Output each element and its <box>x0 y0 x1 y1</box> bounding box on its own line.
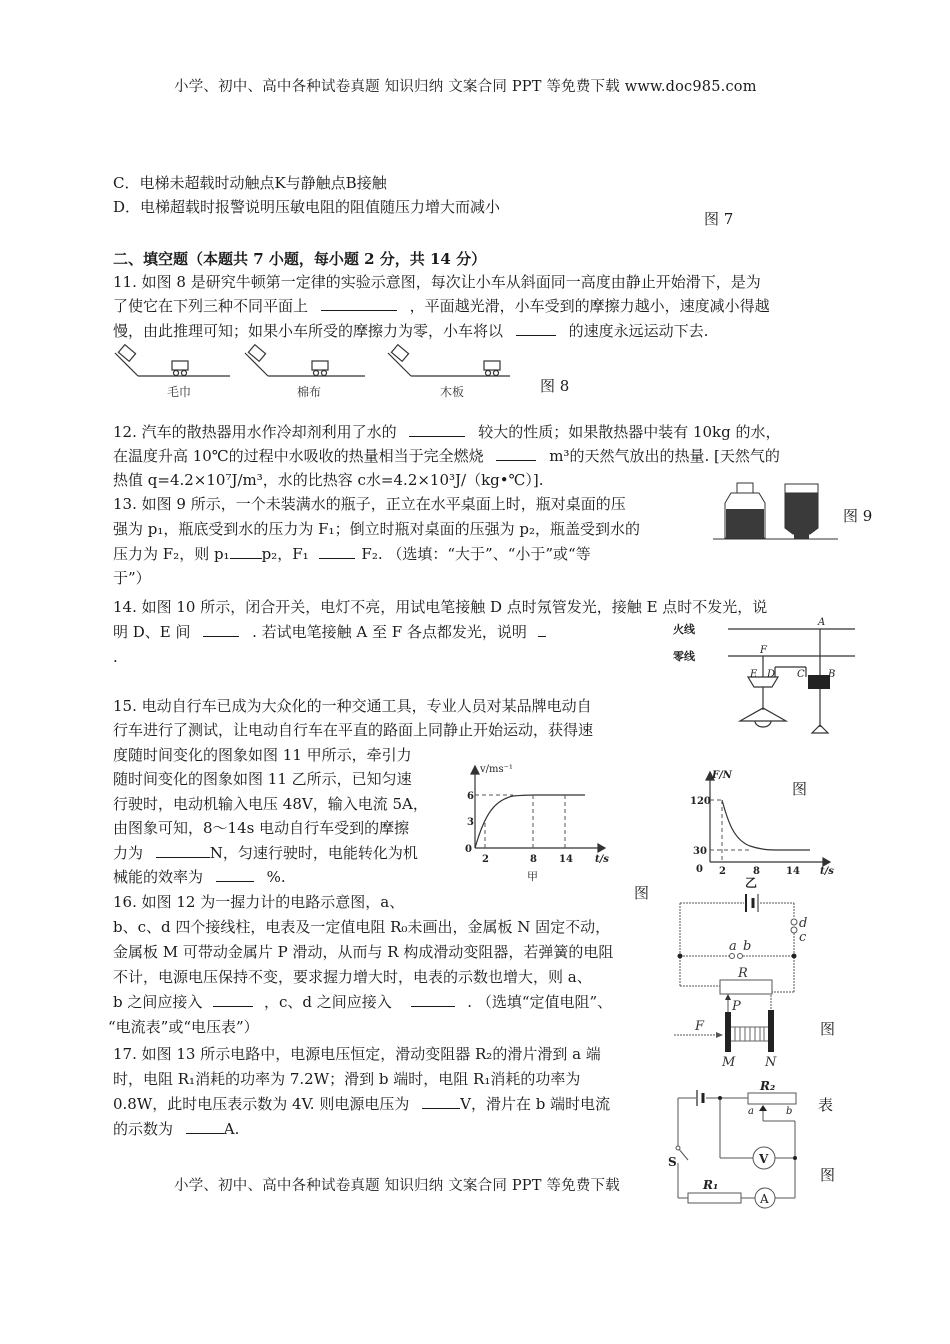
q12-line3: 热值 q=4.2×10⁷J/m³，水的比热容 c水=4.2×10³J/（kg•℃）]. <box>113 471 544 489</box>
q14-blank-2[interactable] <box>538 622 546 637</box>
slider-p-label: P <box>732 999 741 1014</box>
q15-line4: 随时间变化的图象如图 11 乙所示，已知匀速 <box>113 770 412 788</box>
q17-line1: 17. 如图 13 所示电路中，电源电压恒定，滑动变阻器 R₂的滑片滑到 a 端 <box>113 1045 601 1063</box>
live-wire-label: 火线 <box>673 623 695 636</box>
q15-line2: 行车进行了测试，让电动自行车在平直的路面上同静止开始运动，获得速 <box>113 721 594 739</box>
svg-text:120: 120 <box>690 796 711 807</box>
option-c: C．电梯未超载时动触点K与静触点B接触 <box>113 174 387 192</box>
q16-line3: 金属板 M 可带动金属片 P 滑动，从而与 R 构成滑动变阻器，若弹簧的电阻 <box>113 943 614 961</box>
resistor-r-label: R <box>738 966 748 981</box>
q17-text: V，滑片在 b 端时电流 <box>460 1095 611 1113</box>
svg-text:t/s: t/s <box>595 854 609 865</box>
chart-force-time <box>690 762 840 890</box>
q12-blank-2[interactable] <box>496 446 536 461</box>
q15-blank-1[interactable] <box>156 843 210 858</box>
q17-line3 <box>113 1093 610 1115</box>
figure-8-incline-diagrams <box>110 343 510 403</box>
terminal-a: a <box>729 939 737 954</box>
q16-blank-1[interactable] <box>213 992 253 1007</box>
q17-line4 <box>113 1118 239 1140</box>
q15-text: %. <box>266 868 286 886</box>
q14-text: . 若试电笔接触 A 至 F 各点都发光，说明 <box>252 623 527 641</box>
q13-text: p₂，F₁ <box>261 545 309 563</box>
q12-line2 <box>113 445 780 467</box>
svg-text:8: 8 <box>753 866 760 877</box>
option-d: D．电梯超载时报警说明压敏电阻的阻值随压力增大而减小 <box>113 198 501 216</box>
point-f: F <box>760 645 767 656</box>
q16-line4: 不计，电源电压保持不变，要求握力增大时，电表的示数也增大，则 a、 <box>113 968 592 986</box>
svg-text:14: 14 <box>559 854 573 865</box>
q11-line2 <box>113 295 770 317</box>
point-e: E <box>750 669 758 680</box>
q17-text: 的示数为 <box>113 1120 174 1138</box>
q15-line3: 度随时间变化的图象如图 11 甲所示，牵引力 <box>113 746 412 764</box>
svg-text:3: 3 <box>467 817 474 828</box>
plate-n-label: N <box>765 1055 777 1070</box>
terminal-b: b <box>743 939 752 954</box>
r1-label: R₁ <box>703 1178 719 1192</box>
voltmeter-label: V <box>759 1152 769 1166</box>
q15-line5: 行驶时，电动机输入电压 48V，输入电流 5A， <box>113 795 428 813</box>
q13-line3 <box>113 543 591 565</box>
q17-text: A. <box>223 1120 240 1138</box>
q14-blank-1[interactable] <box>203 622 239 637</box>
q15-line8 <box>113 866 286 888</box>
end-b-label: b <box>786 1106 793 1117</box>
svg-text:2: 2 <box>719 866 726 877</box>
q17-blank-2[interactable] <box>186 1119 224 1134</box>
q17-line2: 时，电阻 R₁消耗的功率为 7.2W；滑到 b 端时，电阻 R₁消耗的功率为 <box>113 1070 581 1088</box>
q12-text: 在温度升高 10℃的过程中水吸收的热量相当于完全燃烧 <box>113 447 484 465</box>
fig11-label-a: 图 <box>634 884 650 902</box>
q14-line1: 14. 如图 10 所示，闭合开关，电灯不亮，用试电笔接触 D 点时氖管发光，接触 E 点时不发光，说 <box>113 598 768 616</box>
surface-towel: 毛巾 <box>167 385 192 399</box>
terminal-c: c <box>799 930 807 945</box>
fig8-label: 图 8 <box>540 377 570 395</box>
q13-blank-1[interactable] <box>230 544 262 559</box>
point-a: A <box>818 617 826 628</box>
page-header: 小学、初中、高中各种试卷真题 知识归纳 文案合同 PPT 等免费下载 www.doc985.com <box>174 79 757 95</box>
q16-line5 <box>113 991 612 1013</box>
figure-12-circuit <box>660 890 820 1070</box>
q14-line2 <box>113 621 546 643</box>
fig7-label: 图 7 <box>704 210 734 228</box>
fig13-label-a: 表 <box>818 1096 834 1114</box>
figure-9-bottles <box>708 476 843 546</box>
svg-text:F/N: F/N <box>712 770 732 781</box>
svg-text:30: 30 <box>693 846 707 857</box>
q15-text: 力为 <box>113 844 144 862</box>
r2-label: R₂ <box>760 1079 776 1093</box>
q15-text: 械能的效率为 <box>113 868 204 886</box>
q16-line1: 16. 如图 12 为一握力计的电路示意图，a、 <box>113 893 405 911</box>
fig13-label-b: 图 <box>820 1166 836 1184</box>
q12-line1 <box>113 421 781 443</box>
force-f-label: F <box>695 1019 705 1034</box>
switch-s-label: S <box>668 1155 677 1169</box>
q15-line1: 15. 电动自行车已成为大众化的一种交通工具，专业人员对某品牌电动自 <box>113 697 592 715</box>
q17-text: 0.8W，此时电压表示数为 4V. 则电源电压为 <box>113 1095 410 1113</box>
neutral-wire-label: 零线 <box>673 650 695 663</box>
q11-text: ，平面越光滑，小车受到的摩擦力越小，速度减小得越 <box>409 297 770 315</box>
q16-text: . （选填“定值电阻”、 <box>467 993 613 1011</box>
chart-b-title: 乙 <box>745 876 758 890</box>
q13-blank-2[interactable] <box>319 544 355 559</box>
point-c: C <box>797 669 805 680</box>
q14-line3: . <box>113 648 118 666</box>
q11-line1: 11. 如图 8 是研究牛顿第一定律的实验示意图，每次让小车从斜面同一高度由静止开始滑下，是为 <box>113 273 761 291</box>
q15-blank-2[interactable] <box>216 867 254 882</box>
svg-text:2: 2 <box>482 854 489 865</box>
q15-text: N，匀速行驶时，电能转化为机 <box>209 844 418 862</box>
q17-blank-1[interactable] <box>422 1094 460 1109</box>
q16-line2: b、c、d 四个接线柱，电表及一定值电阻 R₀未画出，金属板 N 固定不动， <box>113 918 611 936</box>
q16-line6: “电流表”或“电压表”） <box>108 1018 259 1036</box>
q13-line2: 强为 p₁，瓶底受到水的压力为 F₁；倒立时瓶对桌面的压强为 p₂，瓶盖受到水的 <box>113 520 640 538</box>
fig9-label: 图 9 <box>843 507 873 525</box>
svg-text:14: 14 <box>786 866 800 877</box>
figure-10-circuit <box>670 615 870 740</box>
svg-text:0: 0 <box>465 844 472 855</box>
q12-text: 较大的性质；如果散热器中装有 10kg 的水， <box>478 423 781 441</box>
q16-text: ，c、d 之间应接入 <box>263 993 392 1011</box>
q13-line4: 于”） <box>113 569 151 587</box>
q12-text: m³的天然气放出的热量. [天然气的 <box>549 447 780 465</box>
terminal-d: d <box>799 916 808 931</box>
svg-text:v/ms⁻¹: v/ms⁻¹ <box>480 764 513 775</box>
fig11-label-b: 图 <box>792 780 808 798</box>
q11-text: 的速度永远运动下去. <box>568 322 709 340</box>
q13-text: 压力为 F₂，则 p₁ <box>113 545 230 563</box>
point-d: D <box>767 669 776 680</box>
page-footer: 小学、初中、高中各种试卷真题 知识归纳 文案合同 PPT 等免费下载 <box>174 1178 620 1194</box>
svg-text:6: 6 <box>467 791 474 802</box>
point-b: B <box>828 669 836 680</box>
surface-cotton: 棉布 <box>297 385 322 399</box>
q13-line1: 13. 如图 9 所示，一个未装满水的瓶子，正立在水平桌面上时，瓶对桌面的压 <box>113 495 626 513</box>
fig12-label-b: 图 <box>820 1020 836 1038</box>
q13-text: F₂. （选填：“大于”、“小于”或“等 <box>361 545 591 563</box>
q16-blank-2[interactable] <box>411 992 455 1007</box>
svg-text:0: 0 <box>696 864 703 875</box>
q11-blank-1[interactable] <box>321 296 397 311</box>
chart-a-title: 甲 <box>527 870 538 883</box>
plate-m-label: M <box>722 1055 736 1070</box>
q11-blank-2[interactable] <box>516 321 556 336</box>
chart-velocity-time <box>445 758 615 883</box>
ammeter-label: A <box>760 1192 769 1206</box>
svg-text:8: 8 <box>530 854 537 865</box>
q16-text: b 之间应接入 <box>113 993 203 1011</box>
q11-line3 <box>113 320 708 342</box>
q11-text: 了使它在下列三种不同平面上 <box>113 297 309 315</box>
q11-text: 慢，由此推理可知；如果小车所受的摩擦力为零，小车将以 <box>113 322 504 340</box>
figure-13-circuit <box>668 1078 813 1206</box>
q15-line6: 由图象可知，8～14s 电动自行车受到的摩擦 <box>113 819 410 837</box>
q12-blank-1[interactable] <box>409 422 465 437</box>
q12-text: 12. 汽车的散热器用水作冷却剂利用了水的 <box>113 423 397 441</box>
section-title: 二、填空题（本题共 7 小题，每小题 2 分，共 14 分） <box>113 250 487 268</box>
end-a-label: a <box>748 1106 754 1117</box>
surface-board: 木板 <box>440 385 465 399</box>
q15-line7 <box>113 842 418 864</box>
svg-text:t/s: t/s <box>820 866 834 877</box>
q14-text: 明 D、E 间 <box>113 623 191 641</box>
